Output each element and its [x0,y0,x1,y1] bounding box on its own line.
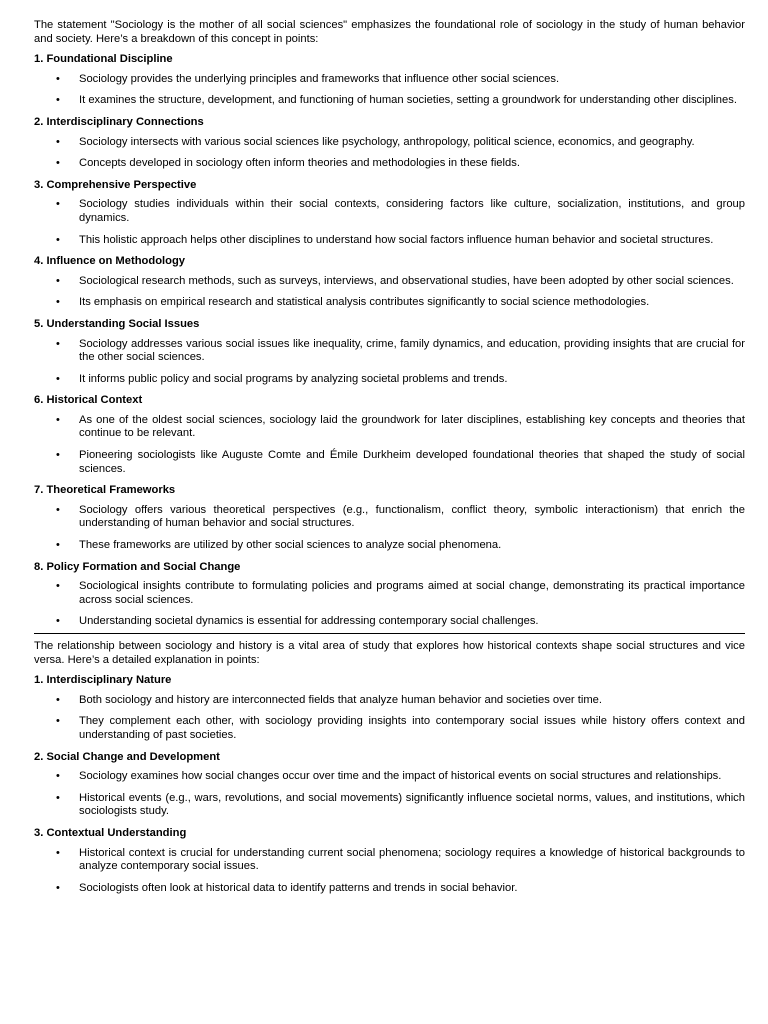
bullet-list [34,770,745,819]
bullet-list [34,414,745,476]
section-heading: 7. Theoretical Frameworks [34,484,176,497]
bullet-list [34,580,745,629]
list-item [34,715,745,742]
list-item-text: It informs public policy and social programs by analyzing societal problems and trends. [79,372,508,385]
bullet-icon: • [56,770,60,783]
bullet-icon: • [56,296,60,309]
list-item-text: Sociological insights contribute to formulating policies and programs aimed at social change, demonstrating its practical importance across social sciences. [79,580,745,606]
list-item-text: Sociology offers various theoretical perspectives (e.g., functionalism, conflict theory, symbolic interactionism) that enrich the understanding of human behavior and social structures. [79,503,745,530]
list-item-text: Historical context is crucial for understanding current social phenomena; sociology requires a knowledge of historical backgrounds to analyze contemporary social issues. [79,846,745,873]
list-item [34,275,745,289]
list-item-text: Understanding societal dynamics is essential for addressing contemporary social challenges. [79,615,539,628]
list-item [34,94,745,108]
section-heading: 5. Understanding Social Issues [34,317,200,330]
list-item [34,373,745,387]
list-item-text: Its emphasis on empirical research and statistical analysis contributes significantly to social science methodologies. [79,296,650,309]
list-item-text: Sociologists often look at historical data to identify patterns and trends in social behavior. [79,881,518,894]
bullet-icon: • [56,198,60,211]
part1-sections [34,53,745,629]
list-item-text: This holistic approach helps other disciplines to understand how social factors influence human behavior and societal structures. [79,233,714,246]
bullet-list [34,73,745,108]
bullet-icon: • [56,157,60,170]
list-item-text: Sociology provides the underlying principles and frameworks that influence other social sciences. [79,72,560,85]
section-heading: 2. Social Change and Development [34,750,220,763]
bullet-icon: • [56,881,60,894]
list-item-text: They complement each other, with sociology providing insights into contemporary social issues while history offers context and understanding of past societies. [79,715,745,741]
section-heading: 1. Interdisciplinary Nature [34,674,172,687]
bullet-list [34,847,745,896]
bullet-list [34,275,745,310]
list-item [34,792,745,819]
list-item [34,234,745,248]
bullet-icon: • [56,693,60,706]
section-heading: 6. Historical Context [34,394,143,407]
section-heading: 4. Influence on Methodology [34,255,186,268]
bullet-icon: • [56,94,60,107]
bullet-icon: • [56,846,60,859]
list-item-text: Sociology intersects with various social sciences like psychology, anthropology, political science, economics, and geography. [79,135,695,148]
bullet-list [34,694,745,743]
section-heading: 8. Policy Formation and Social Change [34,560,241,573]
bullet-list [34,198,745,247]
bullet-icon: • [56,413,60,426]
bullet-icon: • [56,791,60,804]
list-item-text: As one of the oldest social sciences, sociology laid the groundwork for later disciplines, establishing key concepts and theories that continue to be relevant. [79,413,745,440]
list-item [34,73,745,87]
list-item [34,449,745,476]
bullet-icon: • [56,337,60,350]
intro-paragraph-history: The relationship between sociology and history is a vital area of study that explores how historical contexts shape social structures and vice versa. Here’s a detailed explanation in points: [34,640,745,666]
list-item-text: Sociological research methods, such as surveys, interviews, and observational studies, have been adopted by other social sciences. [79,274,734,287]
bullet-icon: • [56,449,60,462]
section-heading: 1. Foundational Discipline [34,53,173,66]
bullet-list [34,136,745,171]
bullet-icon: • [56,715,60,728]
list-item-text: These frameworks are utilized by other social sciences to analyze social phenomena. [79,539,502,552]
list-item [34,414,745,441]
list-item-text: Concepts developed in sociology often inform theories and methodologies in these fields. [79,157,520,170]
bullet-icon: • [56,372,60,385]
list-item [34,847,745,874]
bullet-icon: • [56,233,60,246]
list-item [34,136,745,150]
part2-sections [34,674,745,895]
bullet-icon: • [56,274,60,287]
list-item-text: Both sociology and history are interconnected fields that analyze human behavior and societies over time. [79,693,603,706]
list-item [34,580,745,607]
bullet-icon: • [56,72,60,85]
section-heading: 3. Comprehensive Perspective [34,178,197,191]
intro-paragraph-sociology: The statement "Sociology is the mother of all social sciences" emphasizes the foundational role of sociology in the study of human behavior and society. Here’s a breakdown of this concept in points: [34,19,745,45]
list-item [34,296,745,310]
bullet-icon: • [56,615,60,628]
bullet-icon: • [56,539,60,552]
bullet-icon: • [56,135,60,148]
list-item [34,615,745,629]
bullet-list [34,338,745,387]
section-heading: 3. Contextual Understanding [34,826,187,839]
list-item-text: Pioneering sociologists like Auguste Comte and Émile Durkheim developed foundational theories that shaped the study of social sciences. [79,449,745,475]
bullet-icon: • [56,580,60,593]
section-divider [34,633,745,634]
section-heading: 2. Interdisciplinary Connections [34,115,204,128]
list-item-text: Sociology studies individuals within their social contexts, considering factors like culture, socialization, institutions, and group dynamics. [79,198,745,224]
bullet-list [34,504,745,553]
list-item [34,157,745,171]
bullet-icon: • [56,503,60,516]
list-item [34,198,745,225]
list-item [34,882,745,896]
list-item [34,338,745,365]
list-item [34,694,745,708]
list-item-text: Sociology addresses various social issues like inequality, crime, family dynamics, and education, providing insights that are crucial for the other social sciences. [79,337,745,364]
list-item [34,770,745,784]
list-item-text: Historical events (e.g., wars, revolutions, and social movements) significantly influence societal norms, values, and institutions, which sociologists study. [79,791,745,818]
list-item [34,539,745,553]
list-item-text: Sociology examines how social changes occur over time and the impact of historical events on social structures and relationships. [79,770,722,783]
list-item [34,504,745,531]
list-item-text: It examines the structure, development, and functioning of human societies, setting a groundwork for understanding other disciplines. [79,94,737,107]
